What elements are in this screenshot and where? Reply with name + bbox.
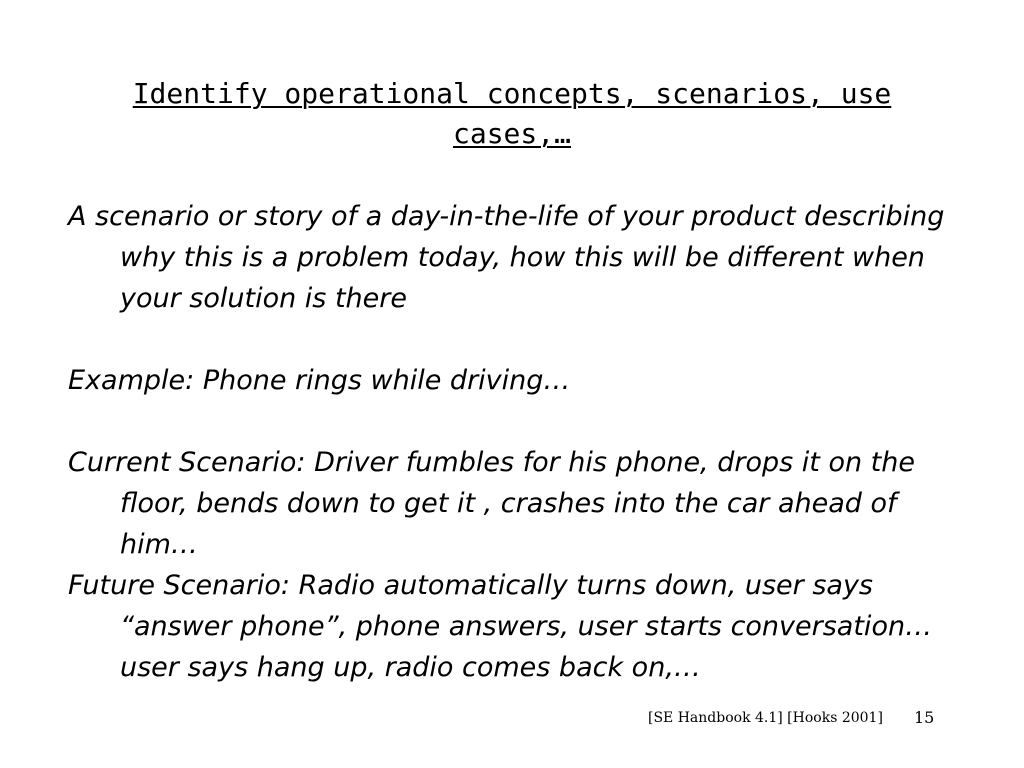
paragraph-spacer xyxy=(68,319,968,360)
example-paragraph: Example: Phone rings while driving… xyxy=(68,365,571,396)
future-scenario-paragraph: Future Scenario: Radio automatically turns down, user says “answer phone”, phone answers, user starts conversation…user says hang up, radio comes back on,… xyxy=(68,570,933,683)
current-scenario-paragraph: Current Scenario: Driver fumbles for his phone, drops it on the floor, bends down to get it , crashes into the car ahead of him… xyxy=(68,447,915,560)
page-number: 15 xyxy=(914,708,935,727)
scenario-definition-paragraph: A scenario or story of a day-in-the-life of your product describing why this is a problem today, how this will be different when your solution is there xyxy=(68,201,945,314)
paragraph-spacer xyxy=(68,401,968,442)
slide-body xyxy=(68,196,968,688)
footer-reference: [SE Handbook 4.1] [Hooks 2001] xyxy=(648,710,883,726)
slide-title: Identify operational concepts, scenarios, use cases,… xyxy=(132,77,892,150)
